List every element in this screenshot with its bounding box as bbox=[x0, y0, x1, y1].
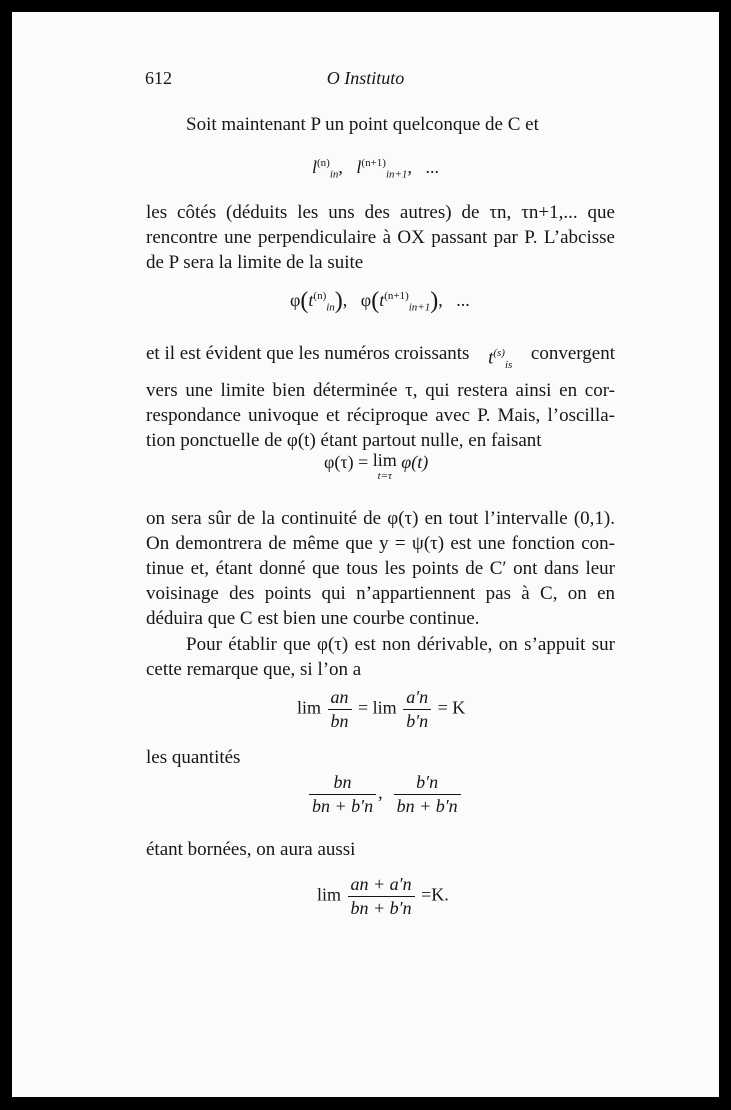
paragraph-2: les côtés (déduits les uns des autres) de τn, τn+1,... que rencontre une perpendiculaire à OX passant par P. L’abcisse de P sera la limite de la suite bbox=[146, 202, 615, 273]
paragraph-4: on sera sûr de la continuité de φ(τ) en tout l’intervalle (0,1). On demontrera de même que y = ψ(τ) est une fonction con- tinue et, étant donné que tous les points de C′ ont dans leur voisinage des points qui n’appartiennent pas à C, on en déduira que C est bien une courbe continue. bbox=[146, 508, 615, 629]
formula-sum-limit: lim $\frac{an + a'n}{bn + b'n}$ =K. bbox=[317, 874, 449, 918]
paragraph-5: Pour établir que φ(τ) est non dérivable, on s’appuit sur cette remarque que, si l’on a bbox=[146, 634, 615, 680]
running-title: O Instituto bbox=[326, 68, 405, 88]
formula-sequence-l: $l^{(n)}_{in}$, $l^{(n+1)}_{in+1}$, ... bbox=[312, 157, 439, 181]
paragraph-6: les quantités bbox=[146, 747, 241, 768]
formula-ratio-limit: lim $\frac{an}{bn}$ = lim $\frac{a'n}{b'n}$ = K bbox=[297, 687, 466, 731]
formula-limit: φ(τ) = lim t=τ φ(t) bbox=[324, 450, 429, 482]
formula-bounded-quantities: $\frac{bn}{bn + b'n}$ , $\frac{b'n}{bn + b'n}$ bbox=[307, 772, 463, 817]
paragraph-3: et il est évident que les numéros croissants $t^{(s)}_{is}$ convergent vers une limite bien déterminée τ, qui restera ainsi en cor- respondance univoque et réciproque avec P. Mais, l’oscilla- tion ponctuelle de φ(t) étant partout nulle, en faisant bbox=[146, 343, 615, 452]
formula-sequence-phi: $\varphi(t^{(n)}_{in})$, $\varphi(t^{(n+1)}_{in+1})$, ... bbox=[290, 288, 470, 314]
page-number: 612 bbox=[145, 68, 172, 88]
paragraph-7: étant bornées, on aura aussi bbox=[146, 839, 356, 860]
paragraph-1: Soit maintenant P un point quelconque de C et bbox=[186, 114, 539, 135]
page bbox=[12, 12, 719, 1097]
